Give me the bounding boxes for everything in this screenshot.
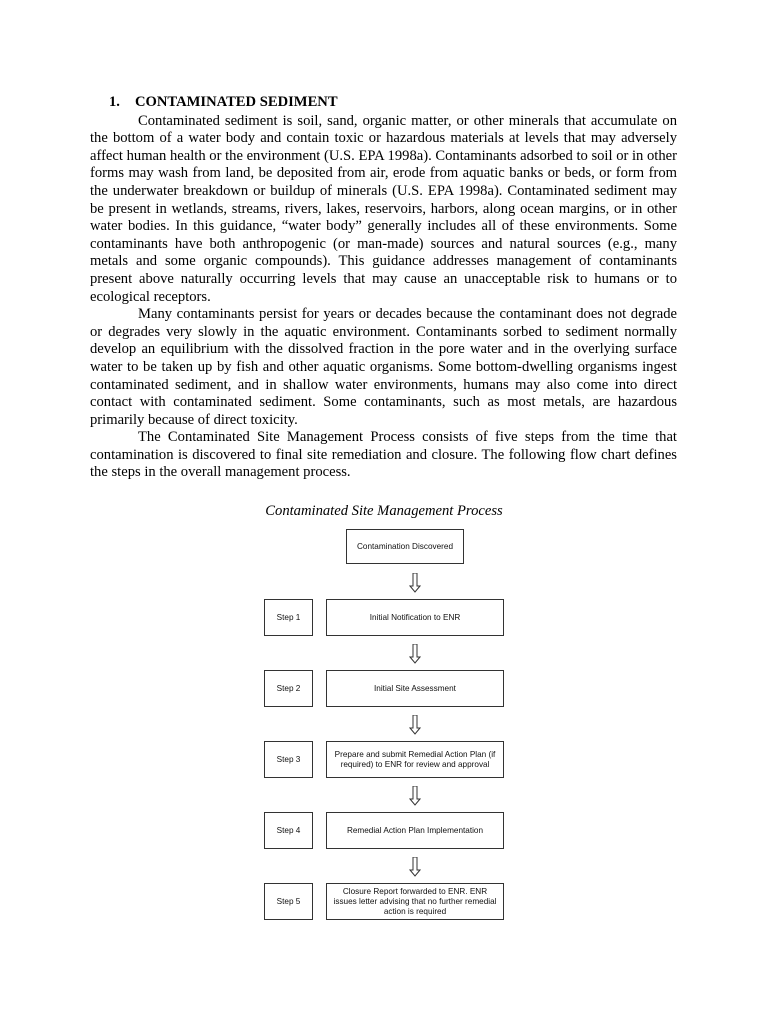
section-number: 1. xyxy=(109,94,120,110)
section-heading xyxy=(109,94,677,112)
down-arrow-icon xyxy=(409,857,421,877)
step-4-box: Remedial Action Plan Implementation xyxy=(326,812,504,849)
paragraph-3: The Contaminated Site Management Process consists of five steps from the time that contamination is discovered to final site remediation and closure. The following flow chart defines the steps in the overall management process. xyxy=(90,429,677,481)
flowchart-title: Contaminated Site Management Process xyxy=(265,503,503,519)
step-5-label: Step 5 xyxy=(264,883,313,920)
paragraph-2: Many contaminants persist for years or decades because the contaminant does not degrade or degrades very slowly in the aquatic environment. Contaminants sorbed to sediment normally develop an equilibrium with the dissolved fraction in the pore water and in the overlying surface water to be taken up by fish and other aquatic organisms. Some bottom-dwelling organisms ingest contaminated sediment, and in shallow water environments, humans may also come into direct contact with contaminated sediment. Some contaminants, such as most metals, are hazardous primarily because of direct toxicity. xyxy=(90,306,677,428)
document-body xyxy=(90,94,677,482)
step-4-label: Step 4 xyxy=(264,812,313,849)
step-3-box: Prepare and submit Remedial Action Plan (if required) to ENR for review and approval xyxy=(326,741,504,778)
down-arrow-icon xyxy=(409,573,421,593)
step-1-label: Step 1 xyxy=(264,599,313,636)
step-5-box: Closure Report forwarded to ENR. ENR issues letter advising that no further remedial action is required xyxy=(326,883,504,920)
down-arrow-icon xyxy=(409,786,421,806)
step-3-label: Step 3 xyxy=(264,741,313,778)
start-box: Contamination Discovered xyxy=(346,529,464,564)
section-title: CONTAMINATED SEDIMENT xyxy=(135,94,338,110)
step-2-label: Step 2 xyxy=(264,670,313,707)
paragraph-1: Contaminated sediment is soil, sand, organic matter, or other minerals that accumulate on the bottom of a water body and contain toxic or hazardous materials at levels that may adversely affect human health or the environment (U.S. EPA 1998a). Contaminants adsorbed to soil or in other forms may wash from land, be deposited from air, erode from aquatic banks or beds, or form from the underwater breakdown or buildup of minerals (U.S. EPA 1998a). Contaminated sediment may be present in wetlands, streams, rivers, lakes, reservoirs, harbors, along ocean margins, or in other water bodies. In this guidance, “water body” generally includes all of these environments. Some contaminants have both anthropogenic (or man-made) sources and natural sources (e.g., many metals and some organic compounds). This guidance addresses management of contaminants present above naturally occurring levels that may cause an unacceptable risk to humans or to ecological receptors. xyxy=(90,112,677,305)
step-1-box: Initial Notification to ENR xyxy=(326,599,504,636)
down-arrow-icon xyxy=(409,715,421,735)
down-arrow-icon xyxy=(409,644,421,664)
step-2-box: Initial Site Assessment xyxy=(326,670,504,707)
